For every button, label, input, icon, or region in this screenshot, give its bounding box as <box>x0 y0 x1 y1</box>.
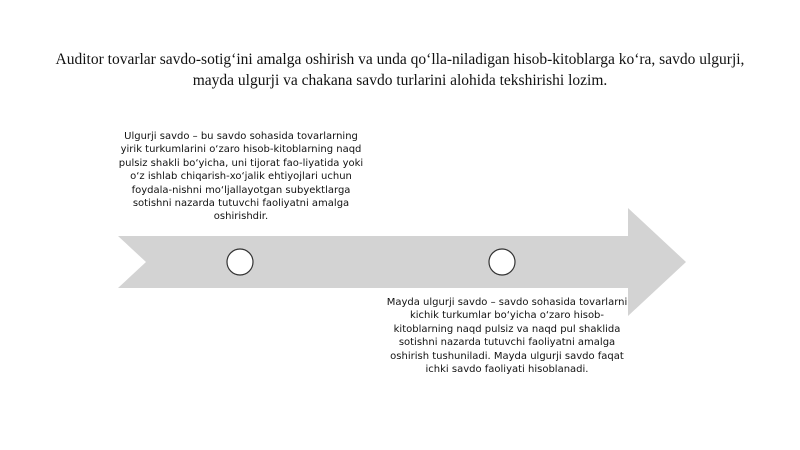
page-title: Auditor tovarlar savdo-sotig‘ini amalga oshirish va unda qo‘lla-niladigan hisob-kitoblarga ko‘ra, savdo ulgurji, mayda ulgurji va chakana savdo turlarini alohida tekshirishi lozim. <box>55 51 745 89</box>
milestone-caption-wholesale: Ulgurji savdo – bu savdo sohasida tovarlarning yirik turkumlarini o‘zaro hisob-kitoblarning naqd pulsiz shakli bo‘yicha, uni tijorat fao-liyatida yoki o‘z ishlab chiqarish-xo‘jalik ehtiyojlari uchun foydala-nishni mo‘ljallayotgan subyektlarga sotishni nazarda tutuvchi faoliyatni amalga oshirishdir. <box>118 131 364 223</box>
milestone-caption-small-wholesale: Mayda ulgurji savdo – savdo sohasida tovarlarni kichik turkumlar bo‘yicha o‘zaro hisob-kitoblarning naqd pulsiz va naqd pul shaklida sotishni nazarda tutuvchi faoliyatni amalga oshirish tushuniladi. Mayda ulgurji savdo faqat ichki savdo faoliyati hisoblanadi. <box>386 297 628 376</box>
milestone-marker-1 <box>227 249 253 275</box>
milestone-marker-2 <box>489 249 515 275</box>
